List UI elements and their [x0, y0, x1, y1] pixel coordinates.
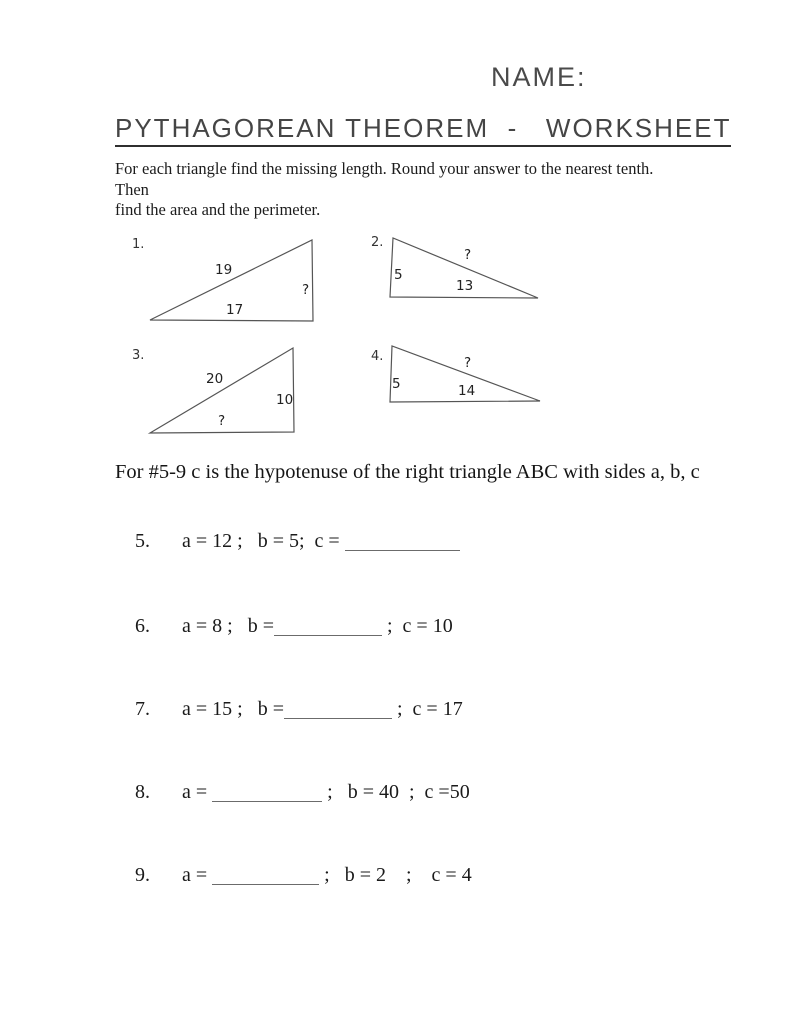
instructions-paragraph — [115, 159, 680, 221]
triangle-2-number: 2. — [371, 235, 384, 250]
problem-row-9 — [115, 841, 472, 910]
name-field-label: NAME: — [491, 62, 587, 92]
page-title: PYTHAGOREAN THEOREM - WORKSHEET — [115, 115, 731, 147]
triangle-2-base-label: 13 — [456, 278, 474, 294]
section-heading: For #5-9 c is the hypotenuse of the right triangle ABC with sides a, b, c — [115, 461, 700, 483]
triangle-3-hypotenuse-label: 20 — [206, 371, 224, 387]
problem-9-answer-blank — [212, 884, 319, 885]
triangle-1-number: 1. — [132, 237, 145, 252]
problem-row-5 — [115, 507, 460, 576]
problem-8-text-pre: a = — [182, 781, 213, 803]
triangle-1-base-label: 17 — [226, 302, 244, 318]
problem-9-number: 9. — [135, 864, 150, 886]
problem-9-text-post: ; b = 2 ; c = 4 — [319, 864, 472, 886]
problem-row-6 — [115, 592, 453, 661]
triangle-3-number: 3. — [132, 348, 145, 363]
problem-6-answer-blank — [274, 635, 382, 636]
problem-9-text-pre: a = — [182, 864, 213, 886]
problem-7-number: 7. — [135, 698, 150, 720]
triangle-4-number: 4. — [371, 349, 384, 364]
triangle-1-hypotenuse-label: 19 — [215, 262, 233, 278]
instructions-line-2: find the area and the perimeter. — [115, 200, 321, 219]
problem-6-text-pre: a = 8 ; b = — [182, 615, 274, 637]
triangle-3-base-label: ? — [218, 413, 226, 429]
problem-6-number: 6. — [135, 615, 150, 637]
triangle-3-right-side-label: 10 — [276, 392, 294, 408]
problem-8-number: 8. — [135, 781, 150, 803]
problem-7-text-pre: a = 15 ; b = — [182, 698, 284, 720]
problem-7-text-post: ; c = 17 — [392, 698, 463, 720]
triangle-2-left-side-label: 5 — [394, 267, 403, 283]
problem-7-answer-blank — [284, 718, 392, 719]
problem-row-8 — [115, 758, 470, 827]
problem-5-answer-blank — [345, 550, 460, 551]
triangle-1-right-side-label: ? — [302, 282, 310, 298]
problem-8-answer-blank — [212, 801, 322, 802]
problem-row-7 — [115, 675, 463, 744]
problem-5-text-pre: a = 12 ; b = 5; c = — [182, 530, 345, 552]
problem-8-text-post: ; b = 40 ; c =50 — [322, 781, 470, 803]
triangle-4-hypotenuse-label: ? — [464, 355, 472, 371]
problem-6-text-post: ; c = 10 — [382, 615, 453, 637]
problem-5-number: 5. — [135, 530, 150, 552]
triangle-4-left-side-label: 5 — [392, 376, 401, 392]
triangle-4-base-label: 14 — [458, 383, 476, 399]
instructions-line-1: For each triangle find the missing length. Round your answer to the nearest tenth. Then — [115, 159, 654, 199]
triangle-2-hypotenuse-label: ? — [464, 247, 472, 263]
